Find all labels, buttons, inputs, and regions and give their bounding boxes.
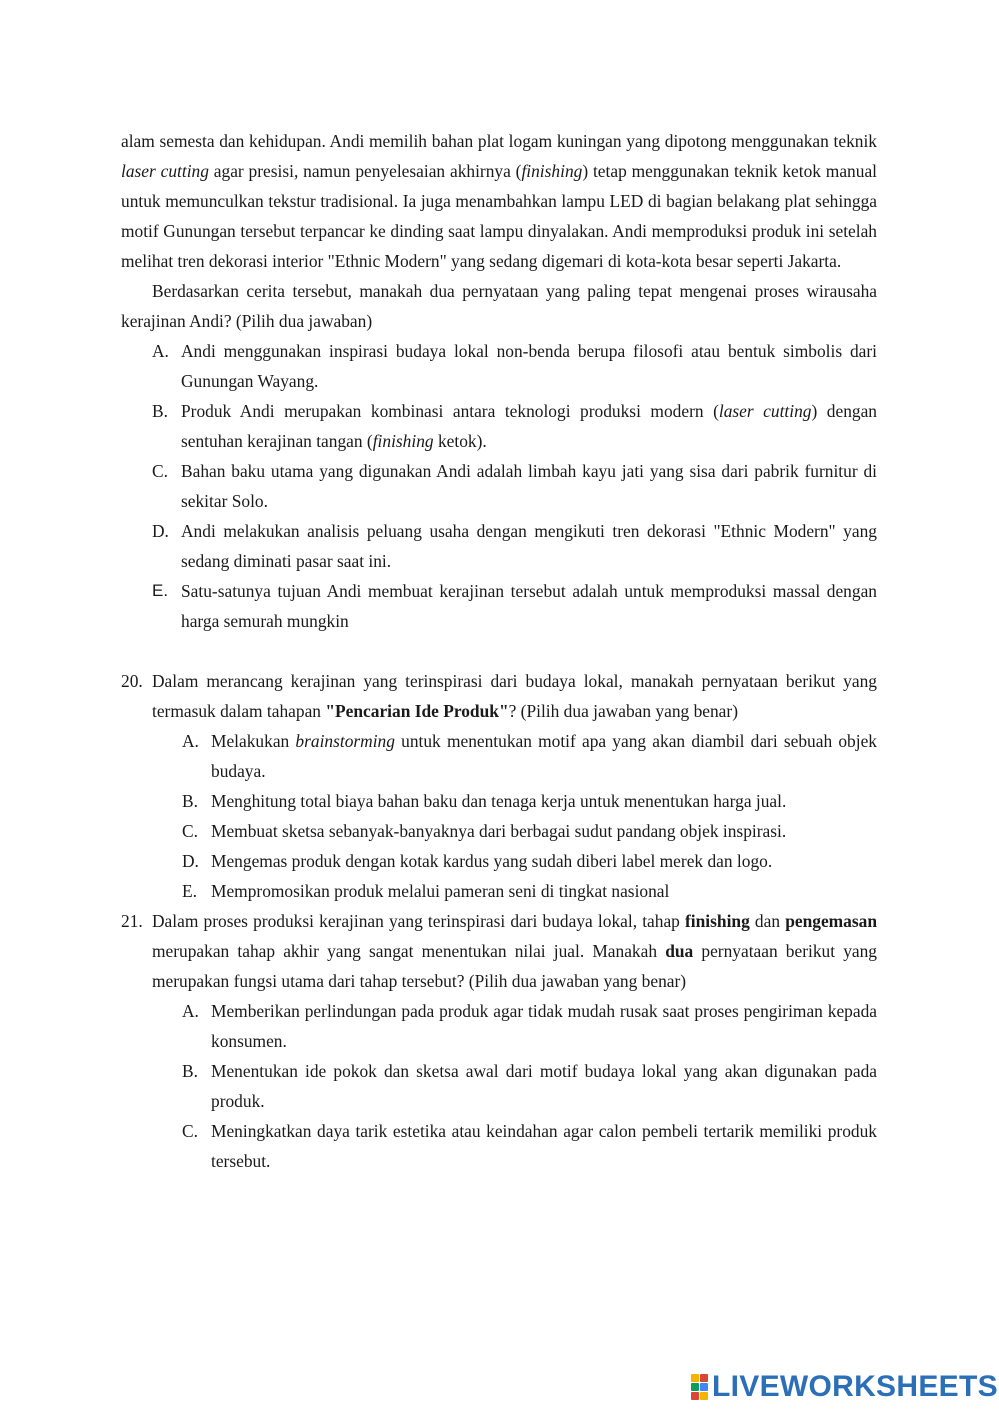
option-text: Menentukan ide pokok dan sketsa awal dari motif budaya lokal yang akan digunakan pada produk. (211, 1061, 877, 1111)
q20-option-b[interactable] (121, 786, 877, 816)
option-text: Mempromosikan produk melalui pameran seni di tingkat nasional (211, 881, 670, 901)
option-text: Membuat sketsa sebanyak-banyaknya dari berbagai sudut pandang objek inspirasi. (211, 821, 787, 841)
option-label: C. (182, 1121, 198, 1141)
option-label: D. (182, 851, 199, 871)
liveworksheets-logo-icon (691, 1374, 708, 1400)
q21-option-b[interactable] (121, 1056, 877, 1116)
question-21-prompt: Dalam proses produksi kerajinan yang terinspirasi dari budaya lokal, tahap finishing dan pengemasan merupakan tahap akhir yang sangat menentukan nilai jual. Manakah dua pernyataan berikut yang merupakan fungsi utama dari tahap tersebut? (Pilih dua jawaban yang benar) (152, 911, 877, 991)
option-label: B. (182, 1061, 198, 1081)
option-text: Satu-satunya tujuan Andi membuat kerajinan tersebut adalah untuk memproduksi massal dengan harga semurah mungkin (181, 581, 877, 631)
q21-option-c[interactable] (121, 1116, 877, 1176)
option-label: A. (152, 341, 169, 361)
option-text: Menghitung total biaya bahan baku dan tenaga kerja untuk menentukan harga jual. (211, 791, 787, 811)
option-label: B. (182, 791, 198, 811)
option-text: Andi menggunakan inspirasi budaya lokal non-benda berupa filosofi atau bentuk simbolis dari Gunungan Wayang. (181, 341, 877, 391)
option-label: A. (182, 731, 199, 751)
option-label: D. (152, 521, 169, 541)
option-label: C. (152, 461, 168, 481)
question-19-prompt: Berdasarkan cerita tersebut, manakah dua pernyataan yang paling tepat mengenai proses wirausaha kerajinan Andi? (Pilih dua jawaban) (121, 281, 877, 331)
option-text: Andi melakukan analisis peluang usaha dengan mengikuti tren dekorasi "Ethnic Modern" yang sedang diminati pasar saat ini. (181, 521, 877, 571)
option-text: Meningkatkan daya tarik estetika atau keindahan agar calon pembeli tertarik memiliki produk tersebut. (211, 1121, 877, 1171)
q19-option-b[interactable] (121, 396, 877, 456)
worksheet-content (121, 126, 877, 1176)
option-label: E. (182, 881, 197, 901)
option-label: C. (182, 821, 198, 841)
q20-option-c[interactable] (121, 816, 877, 846)
option-text: Produk Andi merupakan kombinasi antara teknologi produksi modern (laser cutting) dengan sentuhan kerajinan tangan (finishing ketok). (181, 401, 877, 451)
q20-option-d[interactable] (121, 846, 877, 876)
laser-cutting-term: laser cutting (121, 161, 209, 181)
liveworksheets-logo (691, 1372, 998, 1402)
finishing-term: finishing (521, 161, 583, 181)
option-label: A. (182, 1001, 199, 1021)
q20-option-e[interactable] (121, 876, 877, 906)
q21-option-a[interactable] (121, 996, 877, 1056)
question-20-prompt: Dalam merancang kerajinan yang terinspirasi dari budaya lokal, manakah pernyataan berikut yang termasuk dalam tahapan "Pencarian Ide Produk"? (Pilih dua jawaban yang benar) (152, 671, 877, 721)
option-text: Bahan baku utama yang digunakan Andi adalah limbah kayu jati yang sisa dari pabrik furnitur di sekitar Solo. (181, 461, 877, 511)
question-number: 20. (121, 671, 143, 691)
question-21 (121, 906, 877, 996)
q19-option-e[interactable] (121, 576, 877, 636)
spacer (121, 636, 877, 666)
q19-option-d[interactable] (121, 516, 877, 576)
option-label: E. (152, 581, 169, 600)
q19-option-c[interactable] (121, 456, 877, 516)
brand-name: LIVEWORKSHEETS (712, 1370, 998, 1403)
story-paragraph: alam semesta dan kehidupan. Andi memilih bahan plat logam kuningan yang dipotong menggunakan teknik laser cutting agar presisi, namun penyelesaian akhirnya (finishing) tetap menggunakan teknik ketok manual untuk memunculkan tekstur tradisional. Ia juga menambahkan lampu LED di bagian belakang plat sehingga motif Gunungan tersebut terpancar ke dinding saat lampu dinyalakan. Andi memproduksi produk ini setelah melihat tren dekorasi interior "Ethnic Modern" yang sedang digemari di kota-kota besar seperti Jakarta. (121, 131, 877, 271)
option-text: Mengemas produk dengan kotak kardus yang sudah diberi label merek dan logo. (211, 851, 773, 871)
q20-option-a[interactable] (121, 726, 877, 786)
question-20 (121, 666, 877, 726)
q19-option-a[interactable] (121, 336, 877, 396)
question-number: 21. (121, 911, 143, 931)
option-label: B. (152, 401, 168, 421)
option-text: Melakukan brainstorming untuk menentukan motif apa yang akan diambil dari sebuah objek budaya. (211, 731, 877, 781)
option-text: Memberikan perlindungan pada produk agar tidak mudah rusak saat proses pengiriman kepada konsumen. (211, 1001, 877, 1051)
